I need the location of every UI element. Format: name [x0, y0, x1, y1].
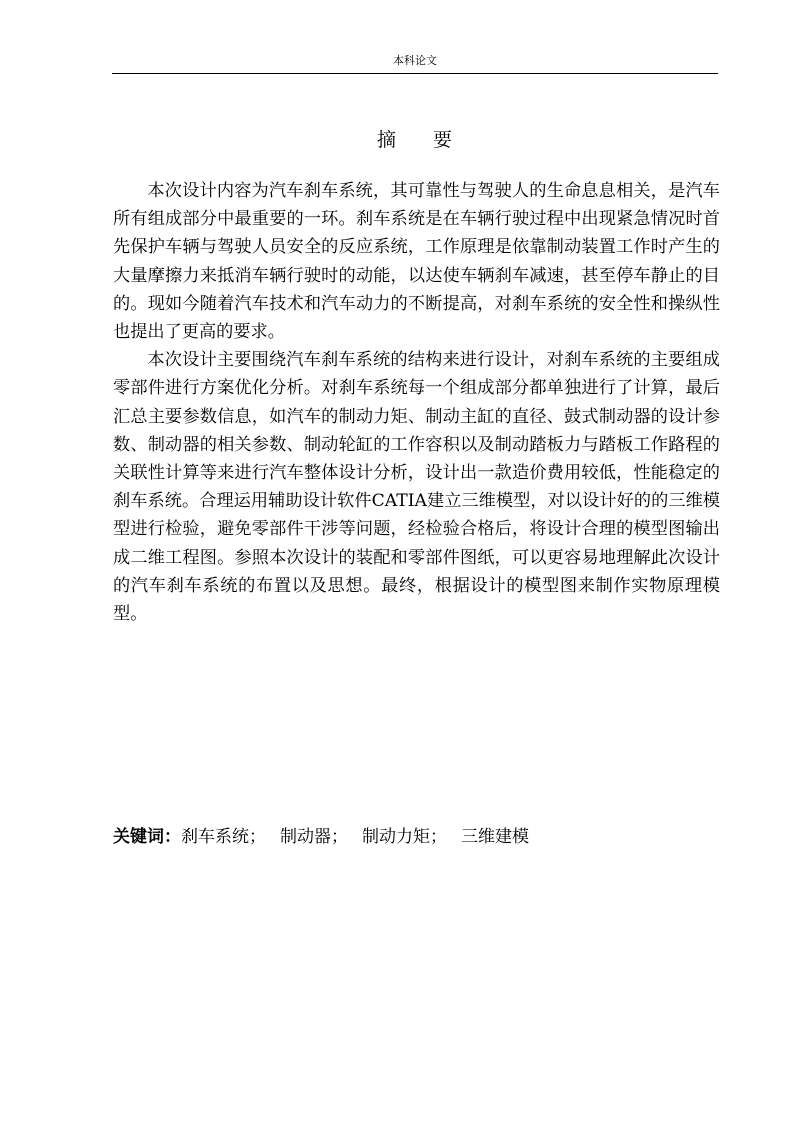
keyword-item: 三维建模	[461, 827, 529, 847]
abstract-paragraph-1: 本次设计内容为汽车刹车系统，其可靠性与驾驶人的生命息息相关，是汽车所有组成部分中最重要的一环。刹车系统是在车辆行驶过程中出现紧急情况时首先保护车辆与驾驶人员安全的反应系统，工作原理是依靠制动装置工作时产生的大量摩擦力来抵消车辆行驶时的动能，以达使车辆刹车减速，甚至停车静止的目的。现如今随着汽车技术和汽车动力的不断提高，对刹车系统的安全性和操纵性也提出了更高的要求。	[113, 181, 720, 343]
keywords-label: 关键词：	[113, 827, 181, 847]
running-title: 本科论文	[393, 54, 437, 67]
abstract-title-char-1: 摘	[376, 129, 397, 151]
page-header	[112, 53, 718, 74]
keywords-line	[113, 823, 720, 851]
keyword-item: 制动力矩；	[362, 827, 447, 847]
abstract-body	[113, 177, 720, 628]
abstract-title-char-2: 要	[433, 129, 454, 151]
keyword-item: 刹车系统；	[181, 827, 266, 847]
abstract-paragraph-2: 本次设计主要围绕汽车刹车系统的结构来进行设计，对刹车系统的主要组成零部件进行方案优化分析。对刹车系统每一个组成部分都单独进行了计算，最后汇总主要参数信息，如汽车的制动力矩、制动主缸的直径、鼓式制动器的设计参数、制动器的相关参数、制动轮缸的工作容积以及制动踏板力与踏板工作路程的关联性计算等来进行汽车整体设计分析，设计出一款造价费用较低，性能稳定的刹车系统。合理运用辅助设计软件CATIA建立三维模型，对以设计好的的三维模型进行检验，避免零部件干涉等问题，经检验合格后，将设计合理的模型图输出成二维工程图。参照本次设计的装配和零部件图纸，可以更容易地理解此次设计的汽车刹车系统的布置以及思想。最终，根据设计的模型图来制作实物原理模型。	[113, 350, 720, 625]
abstract-title	[112, 126, 718, 154]
keyword-item: 制动器；	[280, 827, 348, 847]
